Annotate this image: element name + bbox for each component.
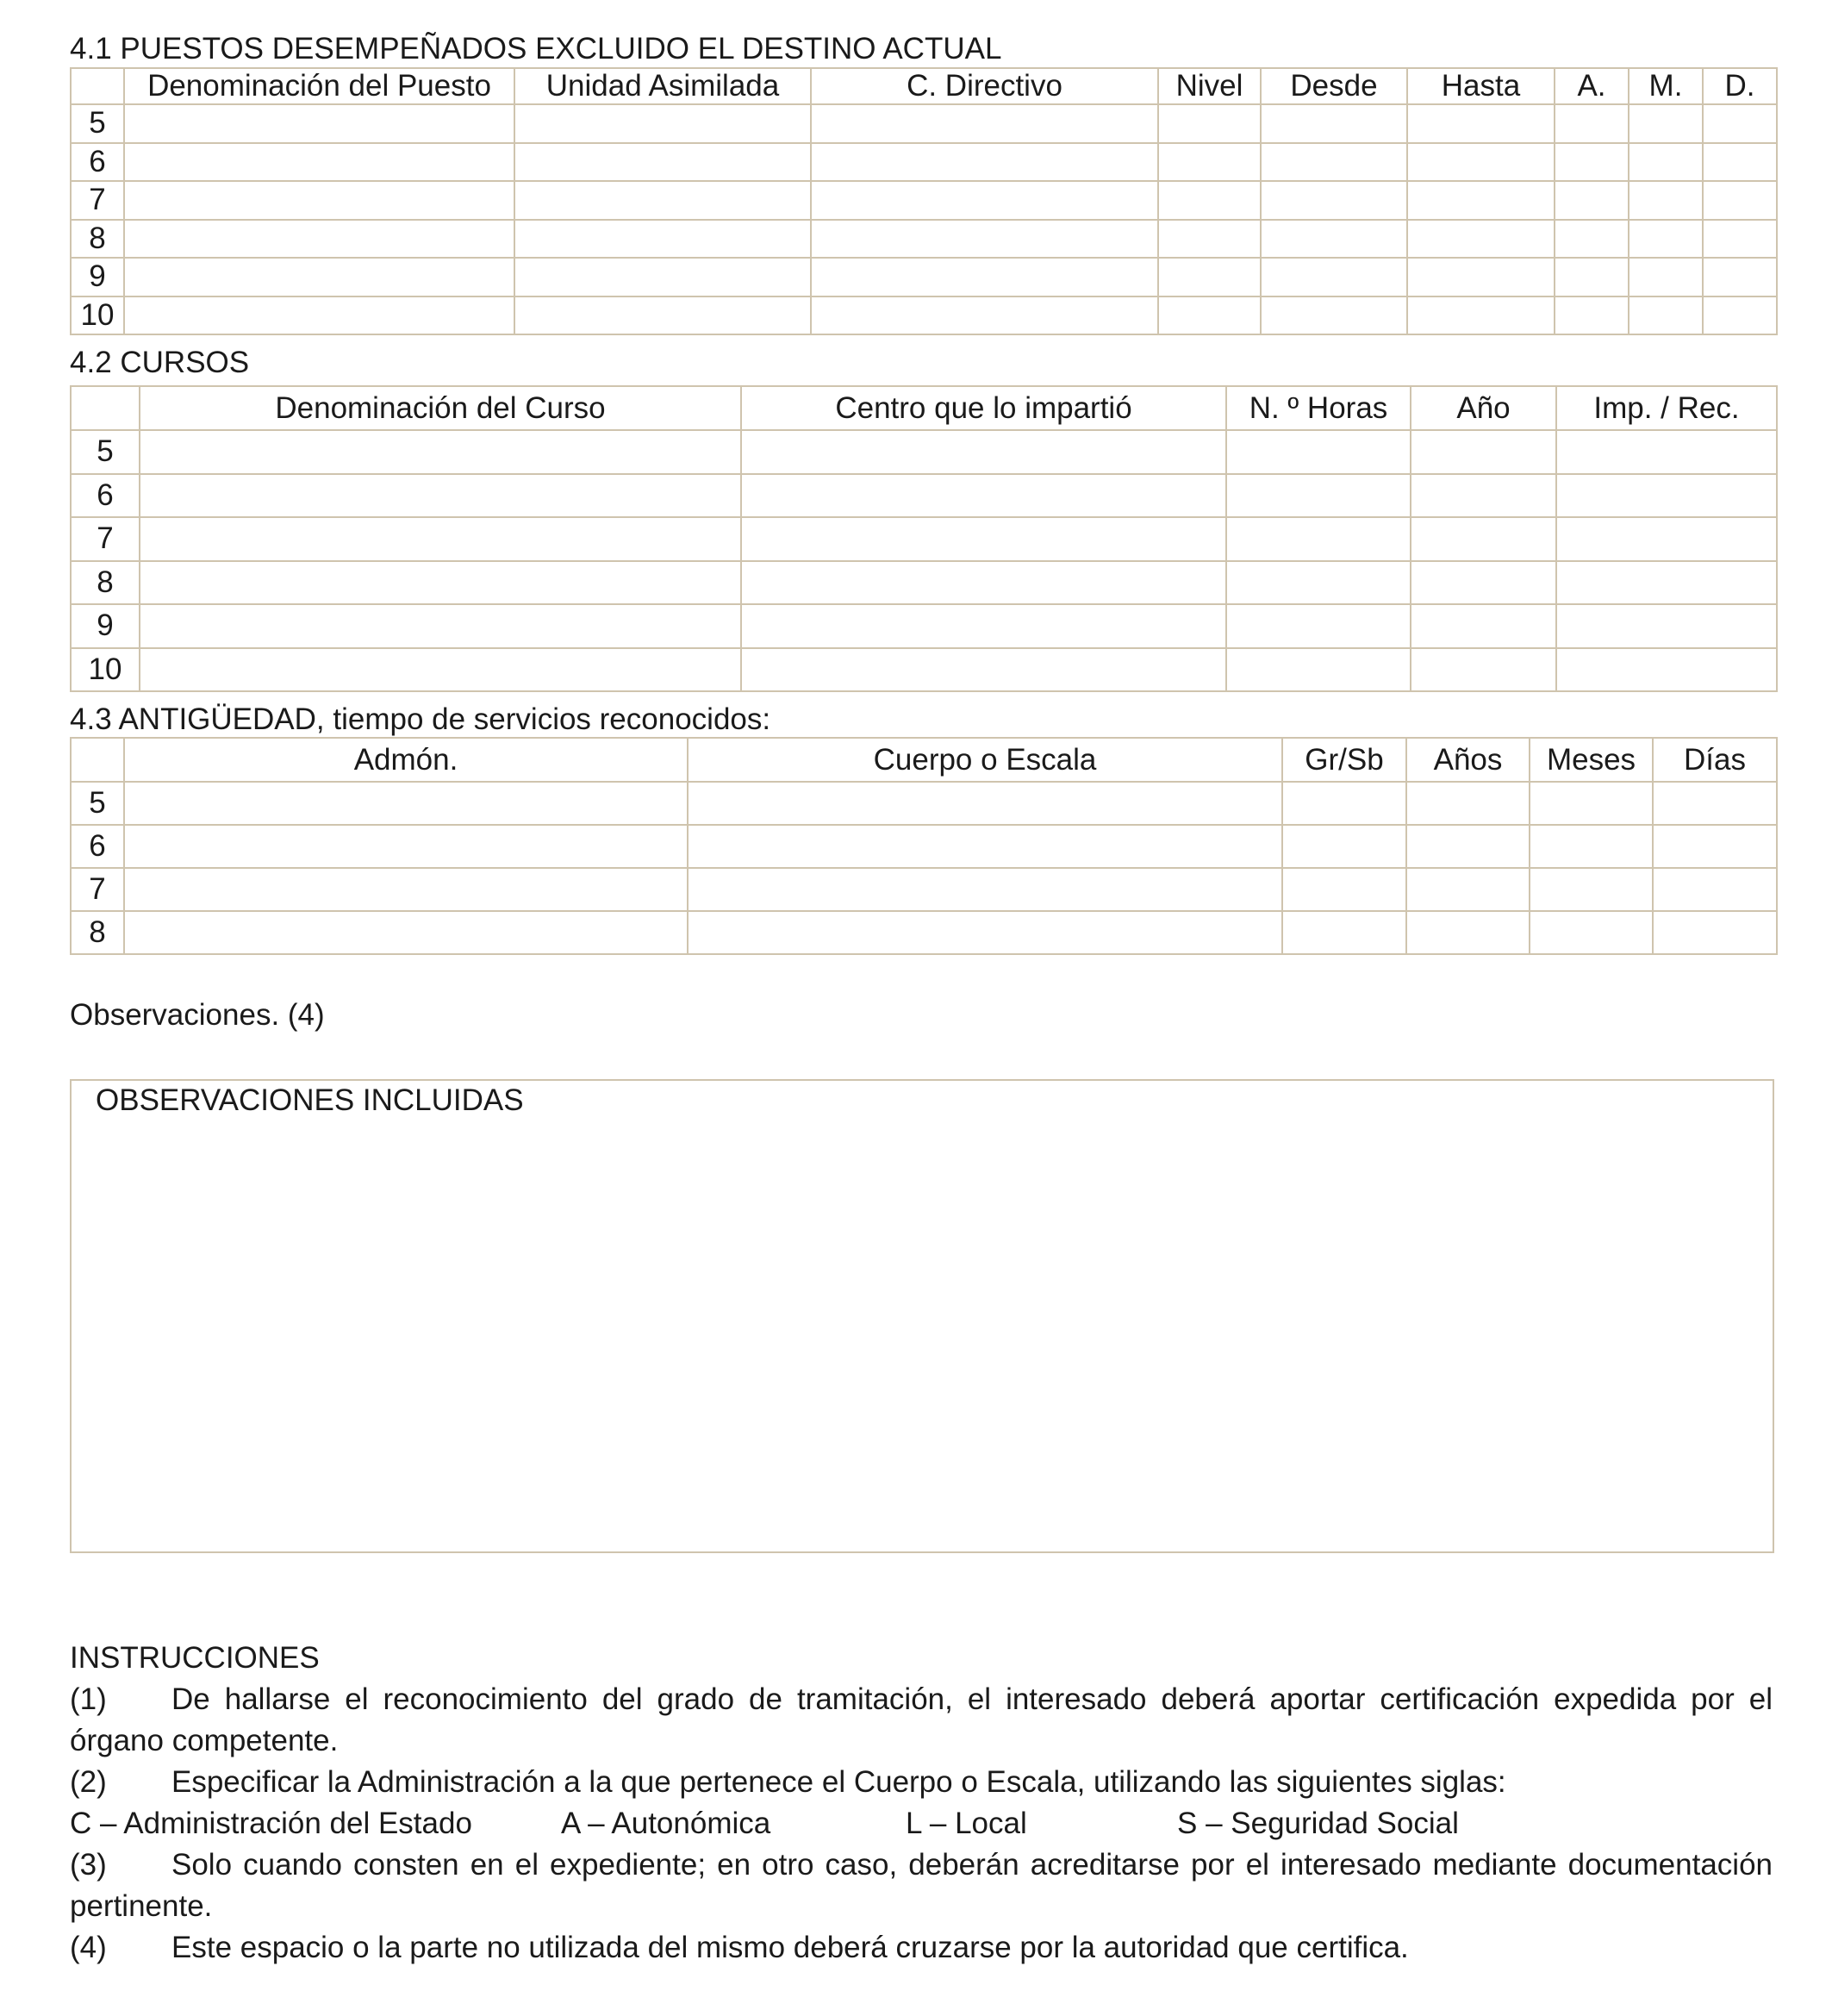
input-cell[interactable] [124, 825, 688, 868]
input-cell[interactable] [741, 561, 1226, 605]
input-cell[interactable] [124, 911, 688, 954]
observaciones-box[interactable] [70, 1079, 1774, 1553]
section-41-title: 4.1 PUESTOS DESEMPEÑADOS EXCLUIDO EL DESTINO ACTUAL [70, 32, 1002, 66]
input-cell[interactable] [124, 296, 514, 335]
antiguedad-table [70, 737, 1778, 955]
instruccion-4: (4) Este espacio o la parte no utilizada del mismo deberá cruzarse por la autoridad que certifica. [70, 1931, 1409, 1964]
input-cell[interactable] [1407, 220, 1555, 259]
table-row [71, 143, 1777, 182]
header-row [71, 738, 1777, 782]
table-row [71, 825, 1777, 868]
input-cell[interactable] [1407, 258, 1555, 296]
input-cell[interactable] [1629, 104, 1703, 143]
input-cell[interactable] [124, 258, 514, 296]
column-header: Desde [1261, 68, 1407, 104]
input-cell[interactable] [1629, 296, 1703, 335]
input-cell[interactable] [688, 825, 1282, 868]
row-number: 7 [71, 181, 124, 220]
input-cell[interactable] [1703, 258, 1777, 296]
header-row [71, 68, 1777, 104]
input-cell[interactable] [1530, 782, 1653, 825]
input-cell[interactable] [741, 648, 1226, 692]
row-number: 5 [71, 782, 124, 825]
column-header [71, 738, 124, 782]
input-cell[interactable] [1555, 104, 1629, 143]
input-cell[interactable] [1261, 104, 1407, 143]
column-header: M. [1629, 68, 1703, 104]
input-cell[interactable] [1703, 296, 1777, 335]
input-cell[interactable] [1556, 604, 1777, 648]
column-header: Unidad Asimilada [514, 68, 811, 104]
input-cell[interactable] [1411, 648, 1556, 692]
input-cell[interactable] [514, 181, 811, 220]
row-number: 8 [71, 220, 124, 259]
input-cell[interactable] [140, 430, 741, 474]
sigla-a: A – Autonómica [561, 1807, 771, 1840]
input-cell[interactable] [1158, 220, 1261, 259]
row-number: 7 [71, 517, 140, 561]
table-row [71, 648, 1777, 692]
input-cell[interactable] [140, 648, 741, 692]
input-cell[interactable] [1555, 258, 1629, 296]
column-header: Imp. / Rec. [1556, 386, 1777, 430]
table-row [71, 604, 1777, 648]
input-cell[interactable] [741, 517, 1226, 561]
siglas-line [70, 1803, 1773, 1844]
input-cell[interactable] [811, 181, 1158, 220]
column-header: C. Directivo [811, 68, 1158, 104]
table-row [71, 561, 1777, 605]
input-cell[interactable] [1556, 430, 1777, 474]
observaciones-box-label: OBSERVACIONES INCLUIDAS [96, 1083, 524, 1117]
input-cell[interactable] [1555, 181, 1629, 220]
input-cell[interactable] [1411, 561, 1556, 605]
input-cell[interactable] [1406, 868, 1530, 911]
input-cell[interactable] [1158, 296, 1261, 335]
column-header: N. º Horas [1226, 386, 1411, 430]
input-cell[interactable] [1556, 648, 1777, 692]
instruccion-3: (3) Solo cuando consten en el expediente; en otro caso, deberán acreditarse por el interesado mediante documentación pertinente. [70, 1848, 1773, 1923]
instruccion-2: (2) Especificar la Administración a la que pertenece el Cuerpo o Escala, utilizando las siguientes siglas: [70, 1765, 1506, 1799]
input-cell[interactable] [811, 296, 1158, 335]
input-cell[interactable] [1703, 181, 1777, 220]
input-cell[interactable] [741, 430, 1226, 474]
input-cell[interactable] [1556, 517, 1777, 561]
column-header: Meses [1530, 738, 1653, 782]
input-cell[interactable] [514, 220, 811, 259]
column-header: Año [1411, 386, 1556, 430]
input-cell[interactable] [1703, 143, 1777, 182]
input-cell[interactable] [124, 868, 688, 911]
input-cell[interactable] [1411, 430, 1556, 474]
input-cell[interactable] [140, 474, 741, 518]
input-cell[interactable] [1411, 474, 1556, 518]
input-cell[interactable] [140, 604, 741, 648]
input-cell[interactable] [1407, 181, 1555, 220]
table-row [71, 474, 1777, 518]
input-cell[interactable] [1555, 143, 1629, 182]
row-number: 8 [71, 911, 124, 954]
table-row [71, 104, 1777, 143]
input-cell[interactable] [124, 104, 514, 143]
column-header: Años [1406, 738, 1530, 782]
input-cell[interactable] [1261, 296, 1407, 335]
input-cell[interactable] [124, 181, 514, 220]
column-header: Gr/Sb [1282, 738, 1406, 782]
column-header [71, 68, 124, 104]
input-cell[interactable] [1158, 258, 1261, 296]
input-cell[interactable] [811, 258, 1158, 296]
input-cell[interactable] [1629, 220, 1703, 259]
input-cell[interactable] [514, 143, 811, 182]
input-cell[interactable] [1158, 181, 1261, 220]
sigla-s: S – Seguridad Social [1177, 1807, 1459, 1840]
puestos-table [70, 67, 1778, 335]
column-header: Cuerpo o Escala [688, 738, 1282, 782]
input-cell[interactable] [811, 143, 1158, 182]
header-row [71, 386, 1777, 430]
input-cell[interactable] [1703, 104, 1777, 143]
input-cell[interactable] [1226, 604, 1411, 648]
table-row [71, 868, 1777, 911]
column-header: Denominación del Curso [140, 386, 741, 430]
column-header: Días [1653, 738, 1777, 782]
section-43-title: 4.3 ANTIGÜEDAD, tiempo de servicios reconocidos: [70, 702, 771, 736]
input-cell[interactable] [688, 911, 1282, 954]
column-header: Centro que lo impartió [741, 386, 1226, 430]
input-cell[interactable] [1555, 296, 1629, 335]
input-cell[interactable] [1629, 258, 1703, 296]
input-cell[interactable] [811, 104, 1158, 143]
input-cell[interactable] [124, 782, 688, 825]
input-cell[interactable] [1411, 604, 1556, 648]
instruccion-1: (1) De hallarse el reconocimiento del grado de tramitación, el interesado deberá aportar certificación expedida por el órgano competente. [70, 1682, 1773, 1757]
input-cell[interactable] [1226, 474, 1411, 518]
input-cell[interactable] [1703, 220, 1777, 259]
input-cell[interactable] [1653, 868, 1777, 911]
observaciones-title: Observaciones. (4) [70, 998, 325, 1032]
column-header: Hasta [1407, 68, 1555, 104]
row-number: 6 [71, 474, 140, 518]
input-cell[interactable] [1629, 143, 1703, 182]
row-number: 10 [71, 648, 140, 692]
input-cell[interactable] [1555, 220, 1629, 259]
input-cell[interactable] [1226, 517, 1411, 561]
input-cell[interactable] [688, 868, 1282, 911]
input-cell[interactable] [811, 220, 1158, 259]
input-cell[interactable] [1261, 258, 1407, 296]
input-cell[interactable] [1282, 825, 1406, 868]
input-cell[interactable] [1556, 561, 1777, 605]
section-42-title: 4.2 CURSOS [70, 346, 250, 379]
input-cell[interactable] [1261, 181, 1407, 220]
row-number: 8 [71, 561, 140, 605]
table-row [71, 911, 1777, 954]
input-cell[interactable] [124, 220, 514, 259]
input-cell[interactable] [1282, 911, 1406, 954]
input-cell[interactable] [1226, 561, 1411, 605]
column-header: Nivel [1158, 68, 1261, 104]
input-cell[interactable] [1261, 143, 1407, 182]
input-cell[interactable] [1530, 868, 1653, 911]
instrucciones-title: INSTRUCCIONES [70, 1641, 320, 1675]
column-header: A. [1555, 68, 1629, 104]
table-row [71, 181, 1777, 220]
table-row [71, 258, 1777, 296]
input-cell[interactable] [1282, 782, 1406, 825]
input-cell[interactable] [140, 517, 741, 561]
input-cell[interactable] [1407, 296, 1555, 335]
sigla-l: L – Local [906, 1807, 1027, 1840]
input-cell[interactable] [1226, 430, 1411, 474]
input-cell[interactable] [1411, 517, 1556, 561]
input-cell[interactable] [1530, 825, 1653, 868]
input-cell[interactable] [1406, 911, 1530, 954]
column-header: Denominación del Puesto [124, 68, 514, 104]
input-cell[interactable] [124, 143, 514, 182]
table-row [71, 296, 1777, 335]
row-number: 9 [71, 604, 140, 648]
cursos-table [70, 385, 1778, 692]
input-cell[interactable] [688, 782, 1282, 825]
column-header: D. [1703, 68, 1777, 104]
row-number: 6 [71, 825, 124, 868]
input-cell[interactable] [1282, 868, 1406, 911]
table-row [71, 430, 1777, 474]
input-cell[interactable] [741, 474, 1226, 518]
row-number: 6 [71, 143, 124, 182]
table-row [71, 782, 1777, 825]
input-cell[interactable] [1653, 911, 1777, 954]
input-cell[interactable] [1530, 911, 1653, 954]
input-cell[interactable] [1629, 181, 1703, 220]
row-number: 5 [71, 104, 124, 143]
input-cell[interactable] [1158, 143, 1261, 182]
table-row [71, 220, 1777, 259]
input-cell[interactable] [741, 604, 1226, 648]
column-header [71, 386, 140, 430]
row-number: 9 [71, 258, 124, 296]
row-number: 7 [71, 868, 124, 911]
row-number: 5 [71, 430, 140, 474]
input-cell[interactable] [514, 296, 811, 335]
input-cell[interactable] [1261, 220, 1407, 259]
instrucciones [70, 1638, 1773, 1969]
input-cell[interactable] [1653, 825, 1777, 868]
column-header: Admón. [124, 738, 688, 782]
input-cell[interactable] [140, 561, 741, 605]
table-row [71, 517, 1777, 561]
input-cell[interactable] [1407, 143, 1555, 182]
input-cell[interactable] [1158, 104, 1261, 143]
input-cell[interactable] [1406, 782, 1530, 825]
input-cell[interactable] [1556, 474, 1777, 518]
input-cell[interactable] [514, 258, 811, 296]
input-cell[interactable] [1653, 782, 1777, 825]
sigla-c: C – Administración del Estado [70, 1807, 472, 1840]
input-cell[interactable] [514, 104, 811, 143]
input-cell[interactable] [1226, 648, 1411, 692]
input-cell[interactable] [1406, 825, 1530, 868]
row-number: 10 [71, 296, 124, 335]
input-cell[interactable] [1407, 104, 1555, 143]
